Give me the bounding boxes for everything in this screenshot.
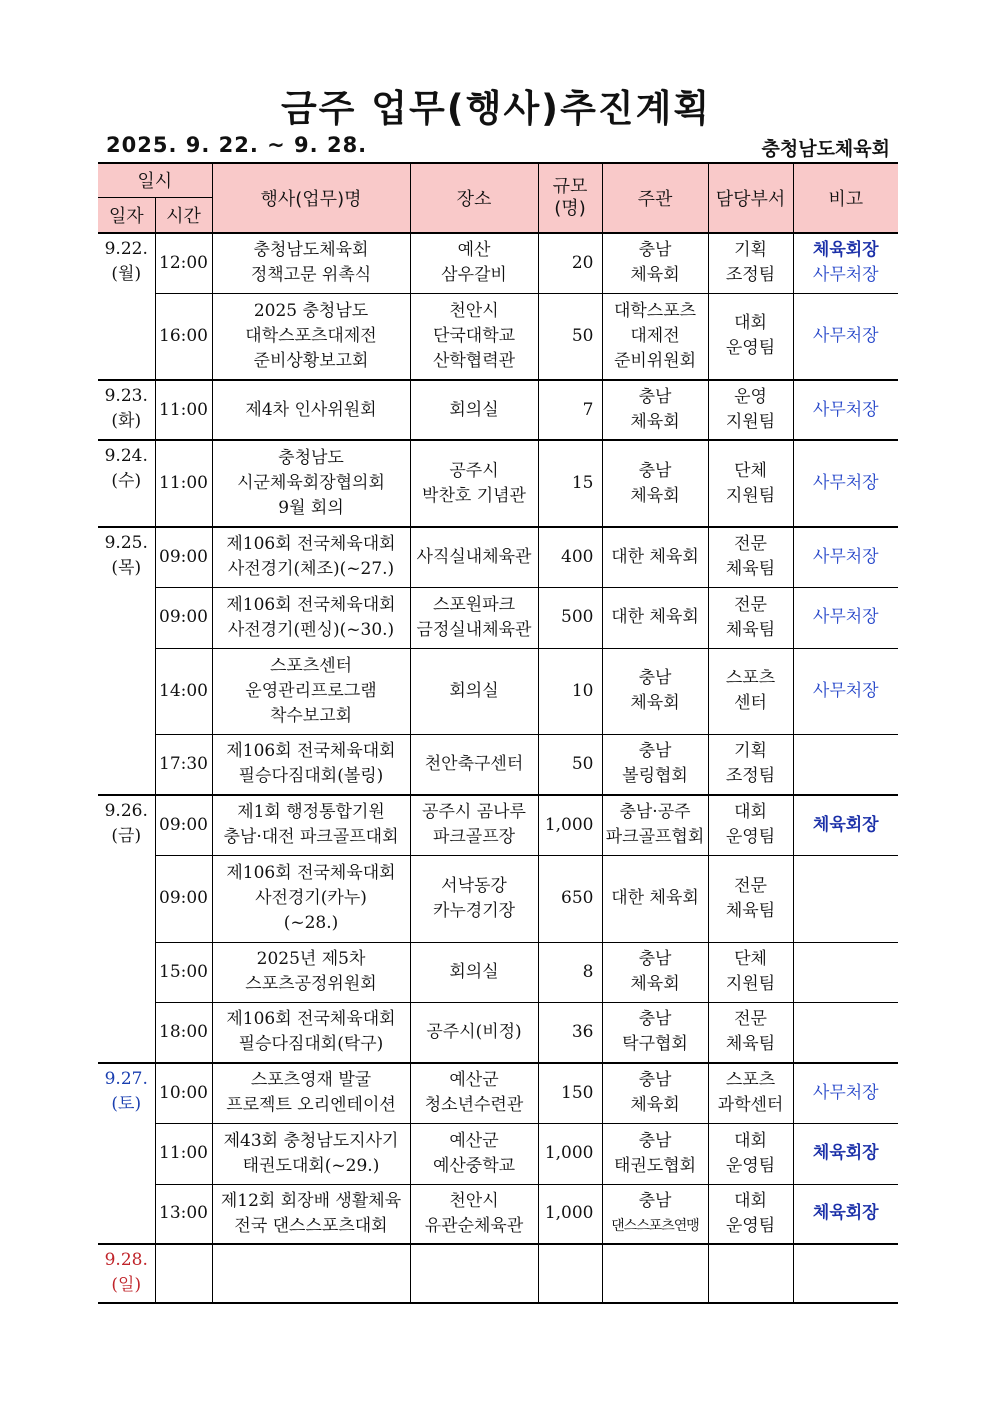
host-line: 대한 체육회 [611, 888, 699, 908]
dept-line: 스포츠 [725, 1070, 776, 1091]
dept-cell [708, 795, 793, 855]
time-cell [155, 1244, 212, 1303]
place-line: 예산군 [449, 1130, 499, 1151]
place-line: 서낙동강 [441, 875, 507, 896]
event-line: 제106회 전국체육대회 [226, 863, 396, 883]
dept-line: 전문 [734, 534, 767, 555]
time-cell: 11:00 [155, 1123, 212, 1184]
place-cell [410, 942, 538, 1002]
dept-cell [708, 527, 793, 587]
table-row [98, 293, 898, 380]
date-line: 9.25. [104, 533, 148, 553]
host-cell [602, 855, 708, 942]
event-line: 2025년 제5차 [256, 949, 366, 969]
scale-cell: 15 [538, 440, 602, 527]
event-line: 준비상황보고회 [253, 350, 369, 371]
header-scale [538, 163, 602, 233]
scale-cell: 7 [538, 380, 602, 440]
dept-cell [708, 380, 793, 440]
note-cell [793, 527, 898, 587]
event-line: 스포츠센터 [269, 655, 353, 676]
event-line: 스포츠공정위원회 [245, 974, 377, 994]
scale-cell: 500 [538, 587, 602, 648]
time-cell: 13:00 [155, 1184, 212, 1244]
event-line: 제43회 충청남도지사기 [223, 1130, 399, 1151]
place-line: 천안시 [449, 1190, 499, 1211]
scale-cell: 36 [538, 1002, 602, 1063]
dept-line: 전문 [734, 1009, 767, 1030]
table-row [98, 795, 898, 855]
event-line: 제106회 전국체육대회 [226, 741, 396, 762]
table-row [98, 233, 898, 293]
event-line: 태권도대회(~29.) [242, 1155, 380, 1176]
event-line: 대학스포츠대제전 [245, 325, 377, 346]
host-line: 준비위원회 [613, 350, 697, 371]
scale-cell: 50 [538, 734, 602, 795]
host-cell [602, 942, 708, 1002]
host-line: 대한 체육회 [611, 546, 699, 567]
dept-line: 센터 [734, 693, 767, 713]
event-line: 정책고문 위촉식 [250, 265, 372, 286]
date-cell [98, 233, 155, 380]
dept-line: 운영 [734, 387, 767, 407]
place-line: 삼우갈비 [441, 265, 507, 286]
event-line: 필승다짐대회(볼링) [238, 766, 384, 787]
date-line: (수) [111, 471, 142, 491]
host-cell [602, 1184, 708, 1244]
host-line: 충남·공주 [619, 802, 691, 823]
event-cell [212, 1123, 410, 1184]
table-row [98, 1002, 898, 1063]
event-cell [212, 1244, 410, 1303]
place-line: 사직실내체육관 [416, 546, 532, 567]
place-line: 금정실내체육관 [416, 619, 532, 640]
time-cell: 12:00 [155, 233, 212, 293]
dept-line: 조정팀 [725, 265, 776, 286]
date-cell [98, 527, 155, 795]
host-cell [602, 527, 708, 587]
dept-line: 단체 [734, 949, 767, 969]
event-line: 전국 댄스스포츠대회 [234, 1215, 388, 1236]
event-line: 2025 충청남도 [253, 300, 369, 321]
place-line: 산학협력관 [432, 350, 516, 371]
date-cell [98, 1244, 155, 1303]
note-president: 체육회장 [812, 1143, 879, 1163]
date-line: 9.24. [104, 446, 148, 466]
time-cell: 15:00 [155, 942, 212, 1002]
event-line: 충청남도체육회 [253, 240, 369, 261]
place-line: 천안축구센터 [424, 753, 524, 774]
dept-line: 단체 [734, 460, 767, 481]
place-line: 스포원파크 [432, 594, 516, 615]
event-line: 충청남도 [278, 448, 344, 468]
header-note: 비고 [793, 163, 898, 233]
event-cell [212, 1002, 410, 1063]
header-date: 일자 [98, 197, 155, 233]
dept-line: 대회 [734, 1190, 767, 1211]
date-cell [98, 380, 155, 440]
dept-line: 체육팀 [725, 619, 776, 640]
host-line: 충남 [638, 1009, 672, 1030]
scale-cell: 400 [538, 527, 602, 587]
scale-cell: 8 [538, 942, 602, 1002]
event-line: 사전경기(카누) [255, 888, 367, 908]
place-cell [410, 293, 538, 380]
place-line: 공주시(비정) [426, 1021, 522, 1042]
place-line: 유관순체육관 [424, 1215, 524, 1236]
table-row [98, 527, 898, 587]
event-line: 9월 회의 [278, 498, 344, 518]
place-line: 단국대학교 [432, 325, 516, 346]
host-line: 대한 체육회 [611, 607, 699, 627]
date-line: 9.23. [104, 386, 148, 406]
table-row [98, 734, 898, 795]
note-secretary: 사무처장 [812, 473, 879, 493]
place-cell [410, 795, 538, 855]
event-cell [212, 587, 410, 648]
dept-line: 기획 [734, 741, 767, 762]
event-line: 제106회 전국체육대회 [226, 594, 396, 615]
host-line: 충남 [638, 387, 672, 407]
note-cell [793, 380, 898, 440]
note-secretary: 사무처장 [812, 607, 879, 627]
host-line: 체육회 [630, 693, 680, 713]
date-line: (월) [111, 264, 142, 284]
dept-line: 체육팀 [725, 559, 776, 580]
event-line: 필승다짐대회(탁구) [238, 1034, 384, 1055]
event-cell [212, 734, 410, 795]
note-cell [793, 293, 898, 380]
note-cell [793, 1184, 898, 1244]
note-cell [793, 587, 898, 648]
host-line: 볼링협회 [622, 766, 688, 787]
event-line: 제12회 회장배 생활체육 [220, 1190, 402, 1211]
place-cell [410, 380, 538, 440]
place-line: 회의실 [449, 961, 499, 982]
place-cell [410, 1244, 538, 1303]
event-line: 제1회 행정통합기원 [237, 802, 385, 823]
table-row [98, 1063, 898, 1123]
host-line: 체육회 [630, 412, 680, 432]
note-cell [793, 734, 898, 795]
table-row [98, 587, 898, 648]
note-secretary: 사무처장 [812, 680, 879, 701]
time-cell: 10:00 [155, 1063, 212, 1123]
place-line: 예산중학교 [432, 1155, 516, 1176]
place-cell [410, 1123, 538, 1184]
place-line: 청소년수련관 [424, 1095, 524, 1116]
place-cell [410, 1184, 538, 1244]
dept-cell [708, 587, 793, 648]
table-row [98, 380, 898, 440]
host-line: 충남 [638, 1070, 672, 1091]
table-row [98, 1244, 898, 1303]
note-cell [793, 1002, 898, 1063]
header-time: 시간 [155, 197, 212, 233]
date-cell [98, 795, 155, 1063]
event-cell [212, 233, 410, 293]
table-row [98, 942, 898, 1002]
host-line: 충남 [638, 949, 672, 969]
dept-cell [708, 648, 793, 734]
note-secretary: 사무처장 [812, 1082, 879, 1103]
date-line: 9.27. [104, 1069, 148, 1089]
event-line: 시군체육회장협의회 [237, 473, 385, 493]
place-line: 회의실 [449, 680, 499, 701]
table-row [98, 1184, 898, 1244]
time-cell: 18:00 [155, 1002, 212, 1063]
date-line: (목) [111, 558, 142, 578]
header-scale-line: (명) [554, 198, 586, 219]
host-line: 체육회 [630, 485, 680, 506]
host-line: 충남 [638, 668, 672, 688]
dept-cell [708, 233, 793, 293]
place-line: 예산군 [449, 1070, 499, 1091]
host-cell [602, 293, 708, 380]
date-cell [98, 440, 155, 527]
host-line: 체육회 [630, 265, 680, 286]
dept-line: 전문 [734, 594, 767, 615]
event-line: 운영관리프로그램 [245, 680, 377, 701]
note-cell [793, 942, 898, 1002]
note-cell [793, 233, 898, 293]
host-cell [602, 648, 708, 734]
page-title: 금주 업무(행사)추진계획 [280, 87, 712, 130]
event-cell [212, 855, 410, 942]
date-line: (일) [111, 1275, 142, 1295]
scale-cell: 1,000 [538, 1123, 602, 1184]
dept-line: 운영팀 [725, 1155, 776, 1176]
dept-line: 운영팀 [725, 1215, 776, 1236]
time-cell: 17:30 [155, 734, 212, 795]
host-line: 댄스스포츠연맹 [611, 1217, 699, 1234]
note-cell [793, 795, 898, 855]
scale-cell: 20 [538, 233, 602, 293]
scale-cell: 1,000 [538, 795, 602, 855]
host-cell [602, 1002, 708, 1063]
dept-cell [708, 1244, 793, 1303]
scale-cell: 50 [538, 293, 602, 380]
place-line: 회의실 [449, 399, 499, 420]
schedule-table [98, 162, 898, 1304]
header-host: 주관 [602, 163, 708, 233]
event-line: (~28.) [283, 913, 339, 933]
event-line: 스포츠영재 발굴 [250, 1070, 372, 1091]
host-cell [602, 734, 708, 795]
note-secretary: 사무처장 [812, 546, 879, 567]
note-cell [793, 440, 898, 527]
event-cell [212, 648, 410, 734]
note-president: 체육회장 [812, 240, 879, 261]
note-president: 체육회장 [812, 814, 879, 835]
place-cell [410, 527, 538, 587]
time-cell: 11:00 [155, 440, 212, 527]
event-cell [212, 1184, 410, 1244]
dept-line: 체육팀 [725, 900, 776, 921]
event-line: 충남·대전 파크골프대회 [223, 827, 399, 848]
scale-cell: 10 [538, 648, 602, 734]
event-line: 프로젝트 오리엔테이션 [226, 1095, 396, 1116]
time-cell: 16:00 [155, 293, 212, 380]
dept-cell [708, 1063, 793, 1123]
dept-cell [708, 293, 793, 380]
scale-cell: 1,000 [538, 1184, 602, 1244]
note-secretary: 사무처장 [812, 325, 879, 346]
note-cell [793, 1244, 898, 1303]
host-line: 탁구협회 [622, 1034, 688, 1055]
host-line: 충남 [638, 240, 672, 261]
table-row [98, 855, 898, 942]
place-line: 파크골프장 [432, 827, 516, 848]
time-cell: 09:00 [155, 855, 212, 942]
place-line: 카누경기장 [432, 900, 516, 921]
place-cell [410, 440, 538, 527]
event-cell [212, 380, 410, 440]
place-cell [410, 1002, 538, 1063]
scale-cell: 150 [538, 1063, 602, 1123]
dept-line: 기획 [734, 240, 767, 261]
event-cell [212, 795, 410, 855]
event-line: 제4차 인사위원회 [245, 399, 377, 420]
table-row [98, 1123, 898, 1184]
organization-name: 충청남도체육회 [761, 138, 890, 160]
host-cell [602, 795, 708, 855]
header-datetime: 일시 [98, 163, 212, 197]
note-president: 체육회장 [812, 1203, 879, 1224]
dept-line: 운영팀 [725, 827, 776, 848]
dept-line: 대회 [734, 1130, 767, 1151]
dept-line: 운영팀 [725, 338, 776, 359]
place-cell [410, 648, 538, 734]
dept-cell [708, 1184, 793, 1244]
host-cell [602, 440, 708, 527]
dept-line: 과학센터 [717, 1095, 784, 1116]
time-cell: 09:00 [155, 587, 212, 648]
date-line: 9.28. [104, 1250, 148, 1270]
host-line: 대학스포츠 [613, 300, 697, 321]
host-line: 충남 [638, 1130, 672, 1151]
host-line: 충남 [638, 460, 672, 481]
dept-cell [708, 440, 793, 527]
date-line: (토) [111, 1094, 142, 1114]
header-scale-line: 규모 [552, 176, 588, 197]
dept-line: 전문 [734, 875, 767, 896]
dept-line: 스포츠 [725, 668, 776, 688]
place-line: 천안시 [449, 300, 499, 321]
host-cell [602, 1123, 708, 1184]
date-cell [98, 1063, 155, 1244]
host-cell [602, 1244, 708, 1303]
note-secretary: 사무처장 [812, 265, 879, 286]
note-cell [793, 1123, 898, 1184]
event-line: 사전경기(체조)(~27.) [227, 559, 395, 580]
table-row [98, 440, 898, 527]
dept-line: 지원팀 [725, 485, 776, 506]
host-line: 대제전 [630, 325, 680, 346]
event-cell [212, 942, 410, 1002]
place-line: 공주시 [449, 460, 499, 481]
place-cell [410, 1063, 538, 1123]
dept-cell [708, 1123, 793, 1184]
time-cell: 11:00 [155, 380, 212, 440]
host-line: 충남 [638, 1190, 672, 1211]
dept-line: 지원팀 [725, 412, 776, 432]
note-secretary: 사무처장 [812, 399, 879, 420]
header-dept: 담당부서 [708, 163, 793, 233]
table-row [98, 648, 898, 734]
scale-cell: 650 [538, 855, 602, 942]
host-line: 체육회 [630, 974, 680, 994]
date-line: (금) [111, 826, 142, 846]
dept-line: 지원팀 [725, 974, 776, 994]
event-cell [212, 440, 410, 527]
event-line: 착수보고회 [269, 705, 353, 726]
host-line: 태권도협회 [613, 1155, 697, 1176]
event-cell [212, 293, 410, 380]
host-cell [602, 233, 708, 293]
place-line: 박찬호 기념관 [422, 485, 526, 506]
place-cell [410, 233, 538, 293]
host-line: 파크골프협회 [605, 827, 705, 848]
date-line: (화) [111, 411, 142, 431]
note-cell [793, 1063, 898, 1123]
time-cell: 14:00 [155, 648, 212, 734]
period-label: 2025. 9. 22. ~ 9. 28. [106, 133, 368, 157]
host-cell [602, 380, 708, 440]
note-cell [793, 855, 898, 942]
dept-cell [708, 855, 793, 942]
note-cell [793, 648, 898, 734]
place-cell [410, 734, 538, 795]
time-cell: 09:00 [155, 527, 212, 587]
dept-cell [708, 734, 793, 795]
time-cell: 09:00 [155, 795, 212, 855]
host-line: 체육회 [630, 1095, 680, 1116]
date-line: 9.22. [104, 239, 148, 259]
place-line: 공주시 곰나루 [422, 802, 526, 823]
event-cell [212, 527, 410, 587]
dept-cell [708, 942, 793, 1002]
place-line: 예산 [457, 240, 491, 261]
event-cell [212, 1063, 410, 1123]
host-cell [602, 587, 708, 648]
place-cell [410, 587, 538, 648]
scale-cell [538, 1244, 602, 1303]
dept-cell [708, 1002, 793, 1063]
dept-line: 체육팀 [725, 1034, 776, 1055]
dept-line: 대회 [734, 313, 767, 334]
event-line: 제106회 전국체육대회 [226, 1009, 396, 1030]
event-line: 사전경기(펜싱)(~30.) [227, 619, 395, 640]
header-event: 행사(업무)명 [212, 163, 410, 233]
header-place: 장소 [410, 163, 538, 233]
host-cell [602, 1063, 708, 1123]
place-cell [410, 855, 538, 942]
host-line: 충남 [638, 741, 672, 762]
date-line: 9.26. [104, 801, 148, 821]
dept-line: 조정팀 [725, 766, 776, 787]
dept-line: 대회 [734, 802, 767, 823]
event-line: 제106회 전국체육대회 [226, 534, 396, 555]
